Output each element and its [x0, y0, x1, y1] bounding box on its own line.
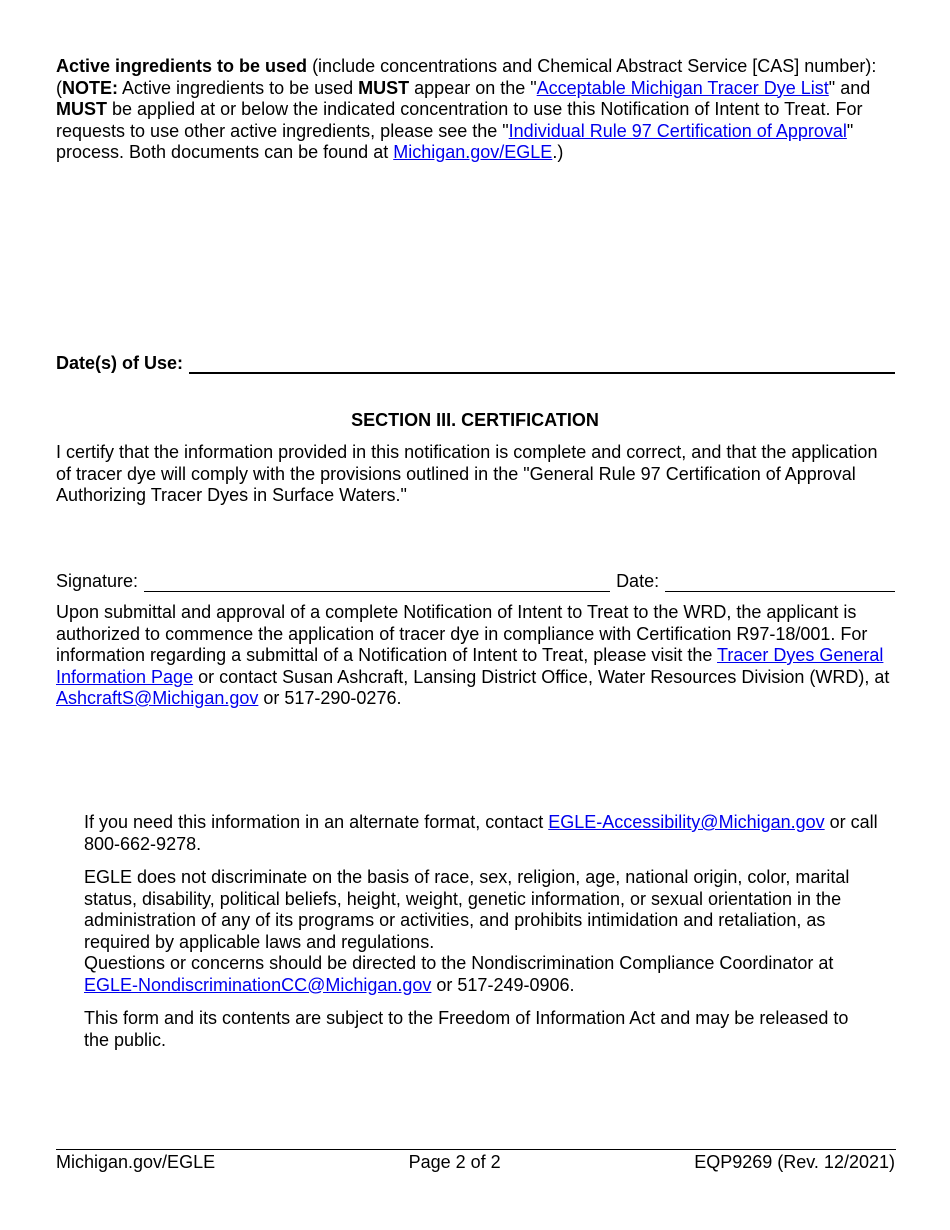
- note-text: be applied at or below the indicated concentration to use this Notification of Intent to Treat. For requests to use other active ingredients, please see the ": [56, 99, 863, 141]
- nondiscrimination-text: or 517-249-0906.: [431, 974, 575, 995]
- submittal-text: or contact Susan Ashcraft, Lansing District Office, Water Resources Division (WRD), at: [193, 666, 890, 687]
- nondiscrimination-email-link[interactable]: EGLE-NondiscriminationCC@Michigan.gov: [84, 974, 432, 995]
- signature-field[interactable]: [144, 573, 610, 592]
- note-text: appear on the ": [409, 77, 537, 98]
- footer-page-number: Page 2 of 2: [408, 1152, 501, 1172]
- individual-rule97-link[interactable]: Individual Rule 97 Certification of Approval: [508, 120, 847, 141]
- dates-of-use-row: [56, 352, 895, 374]
- accessibility-text: If you need this information in an alternate format, contact: [84, 812, 549, 832]
- accessibility-text: or call 800-662-9278.: [84, 812, 878, 854]
- date-label: Date:: [616, 570, 660, 591]
- note-label: NOTE:: [62, 77, 118, 98]
- nondiscrimination-contact: [84, 953, 874, 996]
- accessibility-paragraph: [84, 812, 884, 855]
- active-ingredients-instructions: [56, 56, 896, 164]
- nondiscrimination-statement: EGLE does not discriminate on the basis of race, sex, religion, age, national origin, color, marital status, disability, political beliefs, height, weight, genetic information, or sexual orientation in the administration of any of its programs or activities, and prohibits intimidation and retaliation, as required by applicable laws and regulations.: [84, 867, 850, 952]
- active-ingredients-intro: (include concentrations and Chemical Abstract Service [CAS] number): (: [56, 56, 877, 98]
- page-footer: [56, 1152, 895, 1174]
- signature-label: Signature:: [56, 570, 139, 591]
- note-text: " and: [828, 77, 871, 98]
- dates-of-use-label: Date(s) of Use:: [56, 352, 184, 373]
- note-text: Active ingredients to be used: [118, 77, 359, 98]
- must-emphasis: MUST: [358, 77, 410, 98]
- tracer-dyes-info-link[interactable]: Tracer Dyes General Information Page: [56, 645, 884, 687]
- acceptable-dye-list-link[interactable]: Acceptable Michigan Tracer Dye List: [536, 77, 829, 98]
- footer-divider: [56, 1149, 896, 1150]
- footer-form-id: EQP9269 (Rev. 12/2021): [694, 1152, 895, 1172]
- submittal-text: Upon submittal and approval of a complete Notification of Intent to Treat to the WRD, the applicant is authorized to commence the application of tracer dye in compliance with Certification R97-18/001. For information regarding a submittal of a Notification of Intent to Treat, please visit the: [56, 602, 868, 665]
- date-field[interactable]: [665, 573, 895, 592]
- nondiscrimination-text: Questions or concerns should be directed to the Nondiscrimination Compliance Coordinator at: [84, 953, 834, 973]
- certification-text: I certify that the information provided in this notification is complete and correct, and that the application of tracer dye will comply with the provisions outlined in the "General Rule 97 Certification of Approval Authorizing Tracer Dyes in Surface Waters.": [56, 442, 878, 505]
- footer-website: Michigan.gov/EGLE: [56, 1152, 216, 1172]
- accessibility-email-link[interactable]: EGLE-Accessibility@Michigan.gov: [548, 812, 825, 832]
- signature-row: [56, 570, 895, 592]
- active-ingredients-heading: Active ingredients to be used: [56, 56, 308, 76]
- submittal-paragraph: [56, 602, 896, 710]
- submittal-text: or 517-290-0276.: [258, 688, 402, 708]
- foia-notice: This form and its contents are subject to the Freedom of Information Act and may be released to the public.: [84, 1008, 849, 1050]
- must-emphasis: MUST: [56, 99, 107, 119]
- note-text: .): [552, 142, 564, 162]
- section-title: SECTION III. CERTIFICATION: [351, 410, 599, 430]
- dates-of-use-field[interactable]: [189, 354, 895, 374]
- ashcraft-email-link[interactable]: AshcraftS@Michigan.gov: [56, 688, 259, 708]
- note-text: " process. Both documents can be found at: [56, 120, 854, 162]
- michigan-gov-egle-link[interactable]: Michigan.gov/EGLE: [393, 142, 553, 162]
- nondiscrimination-paragraph: [84, 867, 874, 996]
